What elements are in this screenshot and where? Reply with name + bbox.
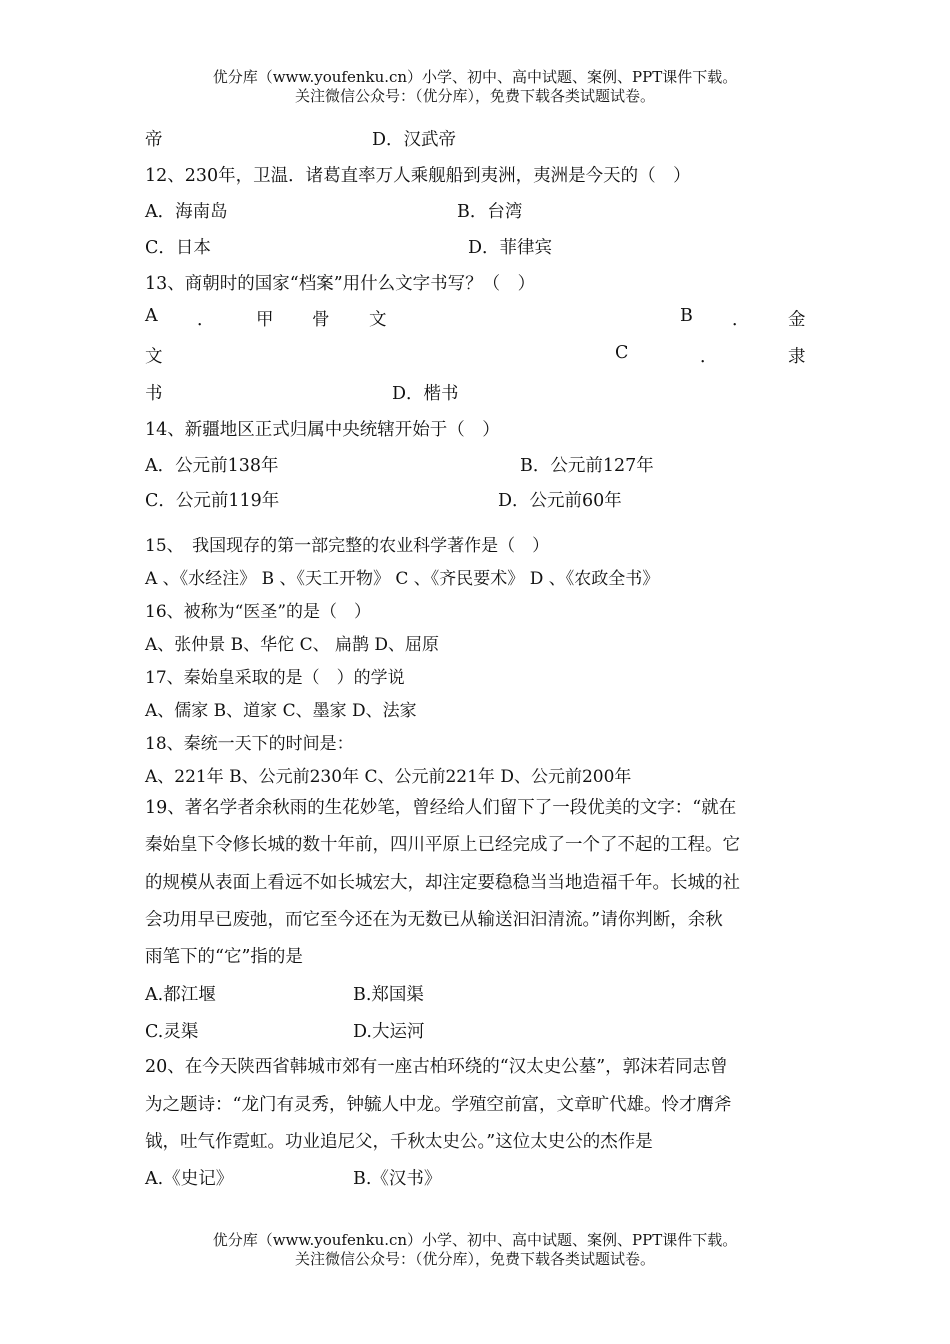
- q11-option-d: D．汉武帝: [372, 130, 457, 150]
- q17-stem: 17、秦始皇采取的是（ ）的学说: [145, 668, 405, 688]
- q20-text-line: 20、在今天陕西省韩城市郊有一座古柏环绕的“汉太史公墓”，郭沫若同志曾: [145, 1057, 728, 1077]
- q11-left-fragment: 帝: [145, 130, 163, 150]
- q14-option-a: A．公元前138年: [145, 456, 279, 476]
- q19-text-line: 雨笔下的“它”指的是: [145, 947, 303, 967]
- q13-token: ．: [197, 310, 215, 330]
- q13-row-3-left: 书: [145, 384, 163, 404]
- footer-line-2: 关注微信公众号：（优分库），免费下载各类试题试卷。: [294, 1250, 655, 1268]
- q13-token: C: [615, 343, 629, 363]
- q13-token: 骨: [312, 310, 330, 330]
- header-line-1: 优分库（www.youfenku.cn）小学、初中、高中试题、案例、PPT课件下载。: [212, 68, 738, 86]
- q20-option-a: A.《史记》: [145, 1169, 234, 1189]
- q19-text-line: 的规模从表面上看远不如长城宏大，却注定要稳稳当当地造福千年。长城的社: [145, 873, 740, 893]
- q12-option-b: B．台湾: [457, 202, 523, 222]
- q14-option-c: C．公元前119年: [145, 491, 280, 511]
- q14-option-d: D．公元前60年: [498, 491, 622, 511]
- q20-option-b: B.《汉书》: [353, 1169, 442, 1189]
- q18-options: A、221年 B、公元前230年 C、公元前221年 D、公元前200年: [145, 767, 632, 787]
- q19-option-a: A.都江堰: [145, 985, 216, 1005]
- q16-stem: 16、被称为“医圣”的是（ ）: [145, 602, 372, 622]
- q12-stem: 12、230年，卫温．诸葛直率万人乘舰船到夷洲，夷洲是今天的（ ）: [145, 166, 691, 186]
- q13-token: ．: [732, 310, 750, 330]
- q12-option-a: A．海南岛: [145, 202, 228, 222]
- q13-token: ．: [700, 347, 718, 367]
- q18-stem: 18、秦统一天下的时间是：: [145, 734, 354, 754]
- q19-text-line: 秦始皇下令修长城的数十年前，四川平原上已经完成了一个了不起的工程。它: [145, 835, 740, 855]
- q19-option-c: C.灵渠: [145, 1022, 199, 1042]
- q15-stem: 15、 我国现存的第一部完整的农业科学著作是（ ）: [145, 536, 550, 556]
- q13-token: A: [145, 306, 158, 326]
- q15-options: A 、《水经注》 B 、《天工开物》 C 、《齐民要术》 D 、《农政全书》: [145, 569, 660, 589]
- q14-stem: 14、新疆地区正式归属中央统辖开始于（ ）: [145, 420, 500, 440]
- q13-token: 隶: [788, 347, 806, 367]
- q13-token: 文: [145, 347, 163, 367]
- q16-options: A、张仲景 B、华佗 C、 扁鹊 D、屈原: [145, 635, 440, 655]
- q13-token: 金: [788, 310, 806, 330]
- q13-token: 甲: [256, 310, 274, 330]
- q12-option-d: D．菲律宾: [468, 238, 553, 258]
- q13-stem: 13、商朝时的国家“档案”用什么文字书写？（ ）: [145, 274, 536, 294]
- q13-option-d: D．楷书: [392, 384, 459, 404]
- q14-option-b: B．公元前127年: [520, 456, 654, 476]
- header-line-2: 关注微信公众号：（优分库），免费下载各类试题试卷。: [294, 87, 655, 105]
- q13-token: 文: [369, 310, 387, 330]
- q19-option-d: D.大运河: [353, 1022, 425, 1042]
- q19-text-line: 19、著名学者余秋雨的生花妙笔，曾经给人们留下了一段优美的文字：“就在: [145, 798, 737, 818]
- q20-text-line: 钺，吐气作霓虹。功业追尼父，千秋太史公。”这位太史公的杰作是: [145, 1132, 653, 1152]
- q17-options: A、儒家 B、道家 C、墨家 D、法家: [145, 701, 417, 721]
- q19-text-line: 会功用早已废弛，而它至今还在为无数已从输送汩汩清流。”请你判断，余秋: [145, 910, 723, 930]
- q19-option-b: B.郑国渠: [353, 985, 424, 1005]
- footer-line-1: 优分库（www.youfenku.cn）小学、初中、高中试题、案例、PPT课件下载。: [212, 1231, 738, 1249]
- q13-token: B: [680, 306, 693, 326]
- q20-text-line: 为之题诗：“龙门有灵秀，钟毓人中龙。学殖空前富，文章旷代雄。怜才膺斧: [145, 1095, 732, 1115]
- q12-option-c: C．日本: [145, 238, 211, 258]
